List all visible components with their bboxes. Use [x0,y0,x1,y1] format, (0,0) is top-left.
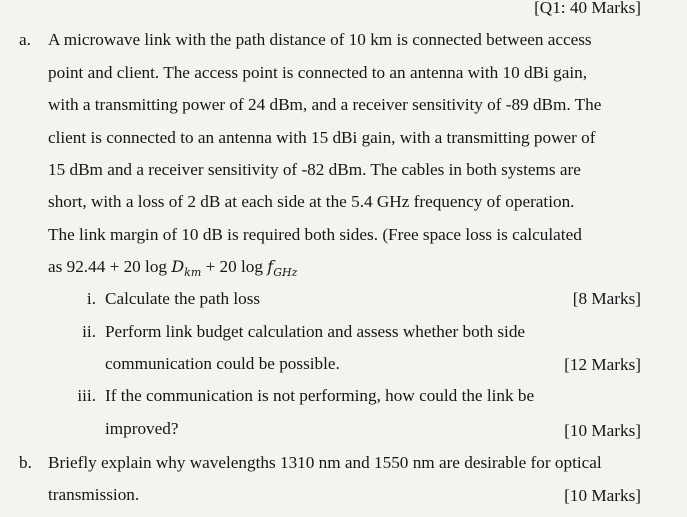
part-a-line-7: The link margin of 10 dB is required both sides. (Free space loss is calculated [48,225,582,244]
part-b-line-2: transmission. [48,485,140,504]
subquestion-ii-marks: [12 Marks] [564,355,641,374]
subquestion-iii-marks: [10 Marks] [564,421,641,440]
part-b-line-1: Briefly explain why wavelengths 1310 nm and 1550 nm are desirable for optical [48,453,602,472]
part-a-line-6: short, with a loss of 2 dB at each side at the 5.4 GHz frequency of operation. [48,192,575,211]
formula-distance-var: D [171,257,185,276]
subquestion-iii-number: iii. [77,386,96,405]
part-b-marks: [10 Marks] [564,486,641,505]
subquestion-i-text: Calculate the path loss [105,289,261,308]
subquestion-iii-text-line-2: improved? [105,419,179,438]
part-a-line-5: 15 dBm and a receiver sensitivity of -82 dBm. The cables in both systems are [48,160,581,179]
subquestion-iii-text-line-1: If the communication is not performing, how could the link be [105,386,535,405]
part-b-label: b. [19,453,32,472]
subquestion-ii-text-line-1: Perform link budget calculation and assess whether both side [105,322,526,341]
free-space-loss-formula [48,257,297,279]
part-a-line-3: with a transmitting power of 24 dBm, and a receiver sensitivity of -89 dBm. The [48,95,602,114]
formula-frequency-sub: GHz [273,266,298,279]
formula-frequency-var: f [267,257,274,276]
question-total-marks: [Q1: 40 Marks] [534,0,641,17]
subquestion-i-marks: [8 Marks] [572,289,641,308]
part-a-label: a. [19,30,31,49]
formula-mid: + 20 log [201,257,268,276]
part-a-line-4: client is connected to an antenna with 15 dBi gain, with a transmitting power of [48,128,596,147]
subquestion-ii-number: ii. [82,322,96,341]
part-a-line-2: point and client. The access point is connected to an antenna with 10 dBi gain, [48,63,588,82]
subquestion-i-number: i. [86,289,96,308]
subquestion-ii-text-line-2: communication could be possible. [105,354,340,373]
formula-distance-sub: km [184,266,202,279]
formula-prefix: as 92.44 + 20 log [48,257,172,276]
part-a-line-1: A microwave link with the path distance of 10 km is connected between access [48,30,592,49]
